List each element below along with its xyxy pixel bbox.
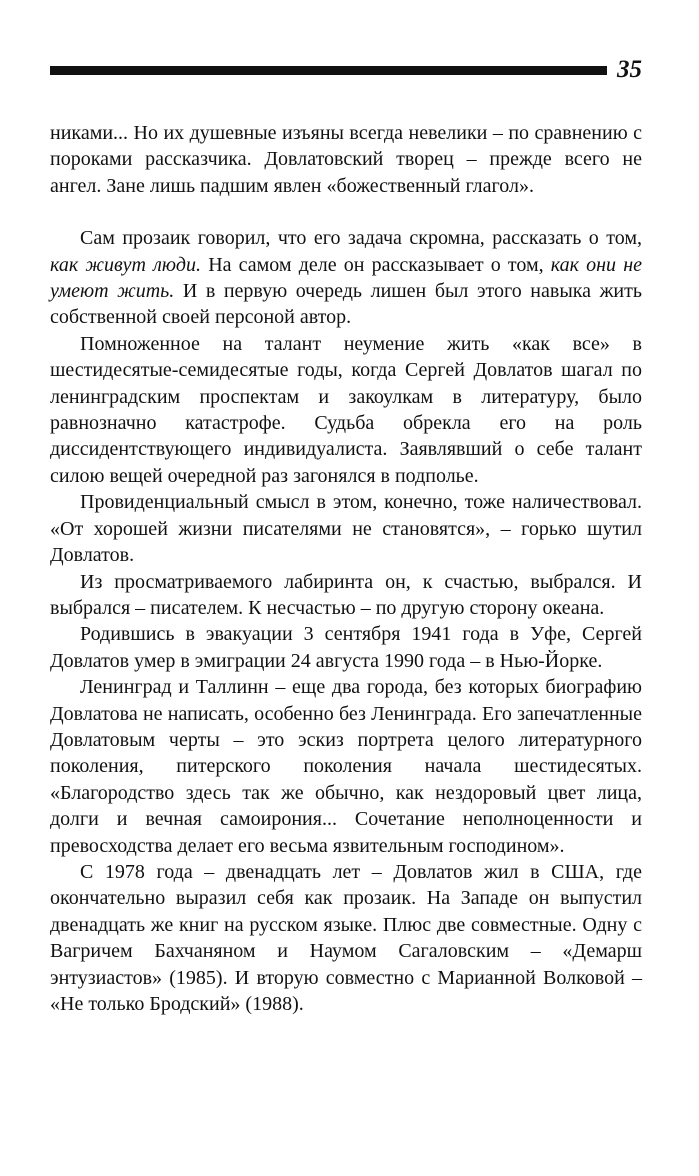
paragraph-1: никами... Но их душевные изъяны всегда невелики – по сравнению с пороками рассказчика. Довлатовский творец – прежде всего не ангел. Зане лишь падшим явлен «божественный глагол». bbox=[50, 122, 642, 197]
paragraph-2 bbox=[50, 225, 642, 331]
paragraph-3: Помноженное на талант неумение жить «как все» в шестидесятые-семидесятые годы, когда Сергей Довлатов шагал по ленинградским проспектам и закоулкам в литературу, было равнозначно катастрофе. Судьба обрекла его на роль диссидентствующего индивидуалиста. Заявлявший о себе талант силою вещей очередной раз загонялся в подполье. bbox=[50, 332, 642, 487]
paragraph-7: Ленинград и Таллинн – еще два города, без которых биографию Довлатова не написать, особенно без Ленинграда. Его запечатленные Довлатовым черты – это эскиз портрета целого литературного поколения, питерского поколения начала шестидесятых. «Благородство здесь так же обычно, как нездоровый цвет лица, долги и вечная самоирония... Сочетание неполноценности и превосходства делает его весьма язвительным господином». bbox=[50, 676, 642, 857]
paragraph-4: Провиденциальный смысл в этом, конечно, тоже наличествовал. «От хорошей жизни писателями не становятся», – горько шутил Довлатов. bbox=[50, 491, 642, 567]
page-number: 35 bbox=[617, 56, 642, 83]
paragraph-8: С 1978 года – двенадцать лет – Довлатов жил в США, где окончательно выразил себя как прозаик. На Западе он выпустил двенадцать же книг на русском языке. Плюс две совместные. Одну с Вагричем Бахчаняном и Наумом Сагаловским – «Демарш энтузиастов» (1985). И вторую совместно с Марианной Волковой – «Не только Бродский» (1988). bbox=[50, 860, 642, 1015]
body-text bbox=[50, 120, 642, 1017]
paragraph-2-part-2: На самом деле он рассказывает о том, bbox=[201, 253, 551, 276]
page-header bbox=[50, 58, 650, 88]
paragraph-2-part-1: Сам прозаик говорил, что его задача скромна, рассказать о том, bbox=[80, 227, 642, 250]
paragraph-5: Из просматриваемого лабиринта он, к счастью, выбрался. И выбрался – писателем. К несчастью – по другую сторону океана. bbox=[50, 570, 642, 619]
paragraph-2-part-3: И в первую очередь лишен был этого навыка жить собственной своей персоной автор. bbox=[50, 280, 642, 329]
paragraph-2-italic-2: как они не умеют жить. bbox=[50, 253, 642, 303]
paragraph-6: Родившись в эвакуации 3 сентября 1941 года в Уфе, Сергей Довлатов умер в эмиграции 24 августа 1990 года – в Нью-Йорке. bbox=[50, 623, 642, 672]
header-rule bbox=[50, 66, 607, 75]
paragraph-2-italic-1: как живут люди. bbox=[50, 253, 202, 276]
